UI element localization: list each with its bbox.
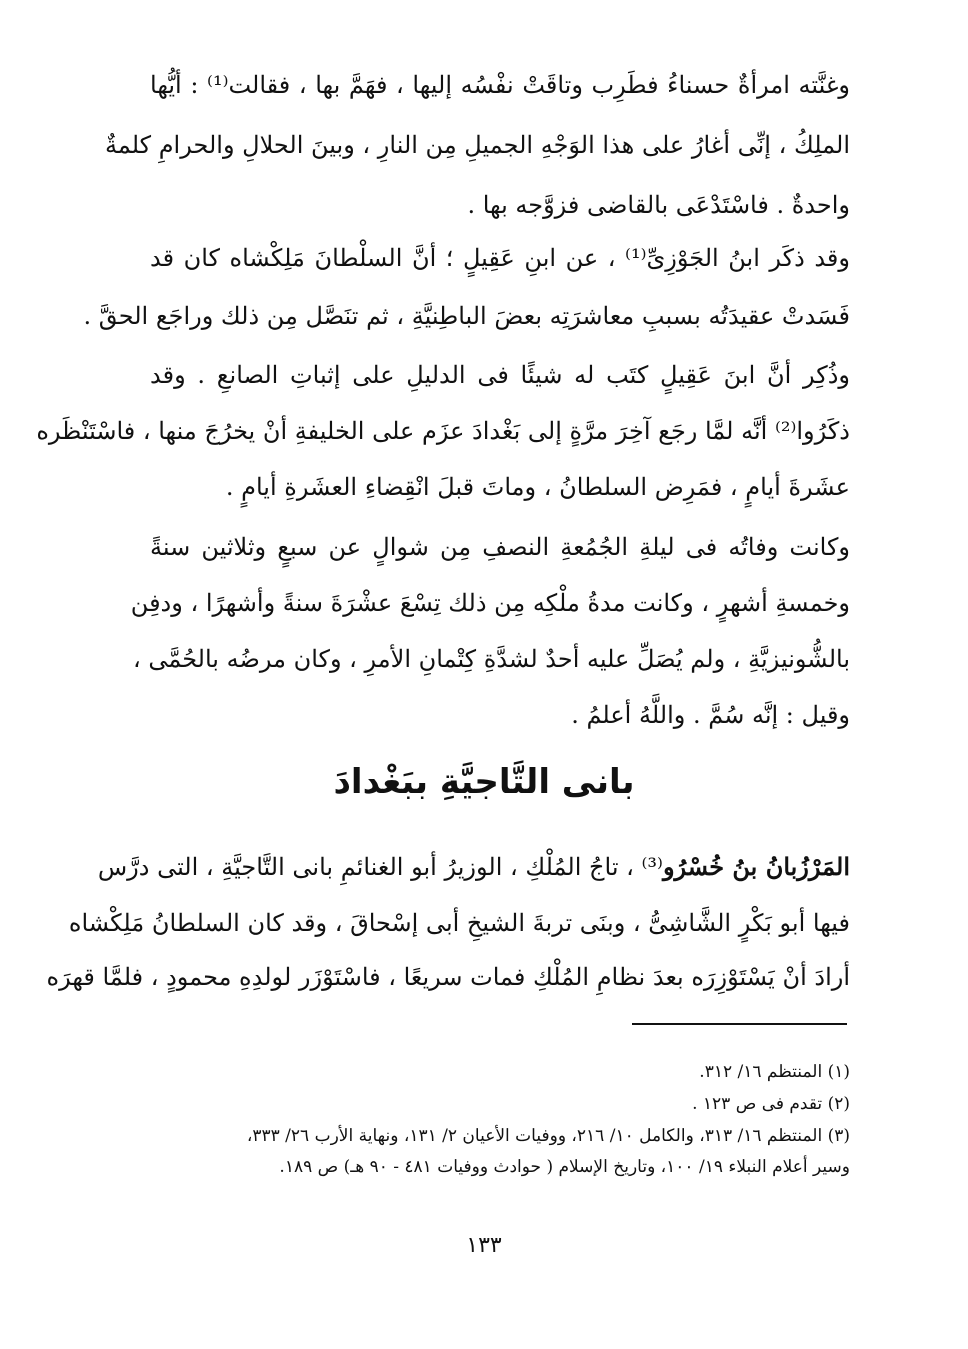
text-line: عشَرةَ أيامٍ ، فمَرِض السلطانُ ، وماتَ قبلَ انْقِضاءِ العشَرةِ أيامٍ . bbox=[225, 473, 850, 501]
page-number: ١٣٣ bbox=[466, 1233, 502, 1258]
entry-line-rest: ⁽³⁾ ، تاجُ المُلْكِ ، الوزيرُ أبو الغنائمِ بانى التَّاجيَّةِ ، التى درَّس bbox=[97, 853, 663, 881]
text-line: وغنَّته امرأةٌ حسناءُ فطَرِب وتاقَتْ نفْسُه إليها ، فهَمَّ بها ، فقالت⁽¹⁾ : أيُّها bbox=[150, 71, 850, 99]
text-line: وخمسةِ أشهرٍ ، وكانت مدةُ ملْكِه مِن ذلك تِسْعَ عشْرَةَ سنةً وأشهرًا ، ودفِن bbox=[130, 589, 850, 617]
footnote-separator bbox=[632, 1023, 847, 1025]
entry-name: المَرْزُبانُ بنُ خُسْرُو bbox=[662, 852, 850, 881]
text-line: وقد ذكَر ابنُ الجَوْزِىِّ⁽¹⁾ ، عن ابنِ عَقِيلٍ ؛ أنَّ السلْطانَ مَلِكْشاه كان قد bbox=[150, 244, 850, 272]
text-line bbox=[97, 852, 850, 882]
section-heading: بانى التَّاجيَّةِ ببَغْدادَ bbox=[333, 762, 635, 802]
text-line: فَسَدتْ عقيدَتُه بسببِ معاشرَتِه بعضَ الباطِنيَّةِ ، ثم تنَصَّل مِن ذلك وراجَع الحقَّ . bbox=[83, 302, 850, 330]
text-line: ذكَرُوا⁽²⁾ أنَّه لمَّا رجَع آخِرَ مرَّةٍ إلى بَغْدادَ عزَم على الخليفةِ أنْ يخرُجَ منها ، فاسْتَنْظَره bbox=[36, 417, 850, 445]
text-line: واحدةٌ . فاسْتَدْعَى بالقاضى فزوَّجه بها . bbox=[467, 191, 850, 219]
footnote-3-continued: وسير أعلام النبلاء ١٩/ ١٠٠، وتاريخ الإسلام ( حوادث ووفيات ٤٨١ - ٩٠ هـ) ص ١٨٩. bbox=[279, 1157, 850, 1177]
text-line: وقيل : إنَّه سُمَّ . واللَّهُ أعلمُ . bbox=[571, 701, 850, 729]
text-line: الملِكُ ، إنِّى أغارُ على هذا الوَجْهِ الجميلِ مِن النارِ ، وبينَ الحلالِ والحرامِ كلمةٌ bbox=[104, 131, 850, 159]
text-line: بالشُّونيزيَّةِ ، ولم يُصَلِّ عليه أحدٌ لشدَّةِ كِتْمانِ الأمرِ ، وكان مرضُه بالحُمَّى ، bbox=[132, 645, 850, 673]
text-line: أرادَ أنْ يَسْتَوْزِرَه بعدَ نظامِ المُلْكِ فمات سريعًا ، فاسْتَوْزَر لولدِهِ محمودٍ ، فلمَّا قهرَه bbox=[46, 963, 850, 991]
footnote-1: (١) المنتظم ١٦/ ٣١٢. bbox=[699, 1062, 850, 1082]
text-line: فيها أبو بَكْرٍ الشَّاشِىُّ ، وبنَى تربةَ الشيخِ أبى إسْحاقَ ، وقد كان السلطانُ مَلِكْشاه bbox=[68, 909, 850, 937]
footnote-3: (٣) المنتظم ١٦/ ٣١٣، والكامل ١٠/ ٢١٦، ووفيات الأعيان ٢/ ١٣١، ونهاية الأرب ٢٦/ ٣٣٣، bbox=[246, 1126, 850, 1146]
text-line: وذُكِر أنَّ ابنَ عَقِيلٍ كتَب له شيئًا فى الدليلِ على إثباتِ الصانعِ . وقد bbox=[150, 361, 850, 389]
footnote-2: (٢) تقدم فى ص ١٢٣ . bbox=[692, 1094, 850, 1114]
text-line: وكانت وفاتُه فى ليلةِ الجُمُعةِ النصفِ مِن شوالٍ عن سبعٍ وثلاثين سنةً bbox=[150, 533, 850, 561]
